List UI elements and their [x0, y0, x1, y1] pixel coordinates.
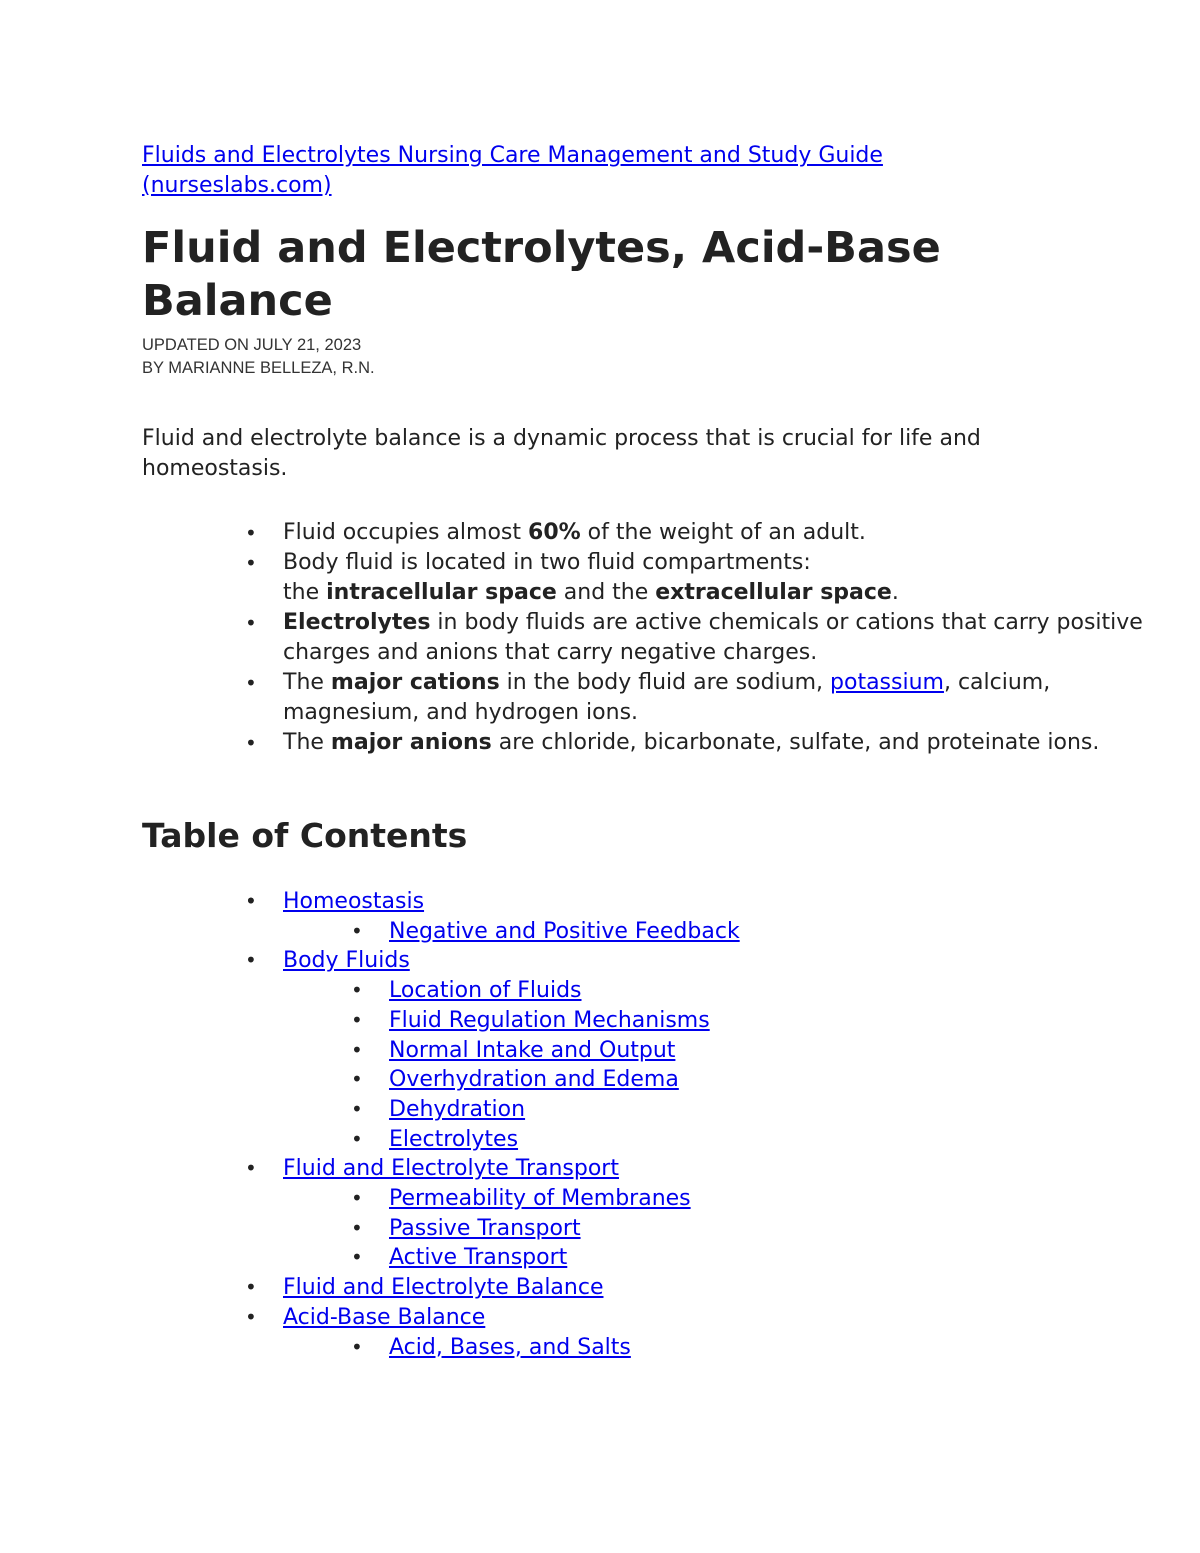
- fact-compartments: • Body fluid is located in two fluid compartments: the intracellular space and the extracellular space.: [283, 548, 1183, 608]
- source-link-block: [142, 141, 962, 201]
- toc-item-feedback: [389, 917, 1183, 947]
- article-title: Fluid and Electrolytes, Acid-Base Balance: [142, 223, 941, 326]
- toc-link-balance[interactable]: Fluid and Electrolyte Balance: [283, 1275, 604, 1301]
- toc-item-regulation: [389, 1006, 1183, 1036]
- toc-item-passive: [389, 1214, 1183, 1244]
- toc-heading: Table of Contents: [142, 816, 468, 855]
- toc-item-overhydration: [389, 1065, 1183, 1095]
- toc-link-electrolytes[interactable]: Electrolytes: [389, 1126, 519, 1152]
- fact-major-cations: • The major cations in the body fluid are sodium, potassium, calcium, magnesium, and hydrogen ions.: [283, 668, 1183, 728]
- toc-item-active: [389, 1243, 1183, 1273]
- toc-link-regulation[interactable]: Fluid Regulation Mechanisms: [389, 1007, 710, 1033]
- toc-link-location[interactable]: Location of Fluids: [389, 978, 582, 1004]
- toc-link-active[interactable]: Active Transport: [389, 1245, 568, 1271]
- source-link-line2: (nurseslabs.com): [142, 173, 332, 198]
- toc-link-transport[interactable]: Fluid and Electrolyte Transport: [283, 1156, 619, 1182]
- intro-paragraph: Fluid and electrolyte balance is a dynamic process that is crucial for life and homeostasis.: [142, 426, 981, 481]
- toc-link-permeability[interactable]: Permeability of Membranes: [389, 1186, 691, 1212]
- fact-electrolytes: • Electrolytes in body fluids are active chemicals or cations that carry positive charges and anions that carry negative charges.: [283, 608, 1183, 668]
- source-link[interactable]: [142, 143, 883, 198]
- toc-item-electrolytes: [389, 1125, 1183, 1155]
- facts-list: [142, 518, 1183, 758]
- toc-link-homeostasis[interactable]: Homeostasis: [283, 889, 425, 914]
- toc-link-intake[interactable]: Normal Intake and Output: [389, 1037, 676, 1063]
- toc-link-feedback[interactable]: Negative and Positive Feedback: [389, 918, 740, 944]
- toc-item-location: [389, 976, 1183, 1006]
- fact-major-anions: • The major anions are chloride, bicarbonate, sulfate, and proteinate ions.: [283, 728, 1183, 758]
- toc-link-acids[interactable]: Acid, Bases, and Salts: [389, 1334, 631, 1360]
- toc-item-body-fluids: [283, 946, 1183, 1154]
- toc-item-acid-base: [283, 1303, 1183, 1362]
- toc-sublist-transport: [283, 1184, 1183, 1273]
- toc-item-homeostasis: [283, 887, 1183, 946]
- toc-item-balance: [283, 1273, 1183, 1303]
- toc-sublist-acid-base: [283, 1333, 1183, 1363]
- toc-item-transport: [283, 1154, 1183, 1273]
- author-byline: BY MARIANNE BELLEZA, R.N.: [142, 359, 375, 377]
- toc-item-permeability: [389, 1184, 1183, 1214]
- potassium-link[interactable]: potassium: [830, 670, 944, 695]
- toc-sublist-homeostasis: [283, 917, 1183, 947]
- toc-item-dehydration: [389, 1095, 1183, 1125]
- toc-item-acids: [389, 1333, 1183, 1363]
- toc-link-body-fluids[interactable]: Body Fluids: [283, 948, 410, 974]
- toc-link-dehydration[interactable]: Dehydration: [389, 1096, 526, 1122]
- updated-date: UPDATED ON JULY 21, 2023: [142, 336, 362, 354]
- source-link-line1: Fluids and Electrolytes Nursing Care Management and Study Guide: [142, 143, 883, 168]
- toc-sublist-body-fluids: [283, 976, 1183, 1154]
- toc-link-passive[interactable]: Passive Transport: [389, 1215, 581, 1241]
- toc-link-acid-base[interactable]: Acid-Base Balance: [283, 1304, 486, 1330]
- fact-fluid-weight: • Fluid occupies almost 60% of the weight of an adult.: [283, 518, 1183, 548]
- article-meta: [142, 334, 375, 380]
- toc-item-intake: [389, 1036, 1183, 1066]
- table-of-contents: [142, 887, 1183, 1362]
- toc-link-overhydration[interactable]: Overhydration and Edema: [389, 1067, 679, 1093]
